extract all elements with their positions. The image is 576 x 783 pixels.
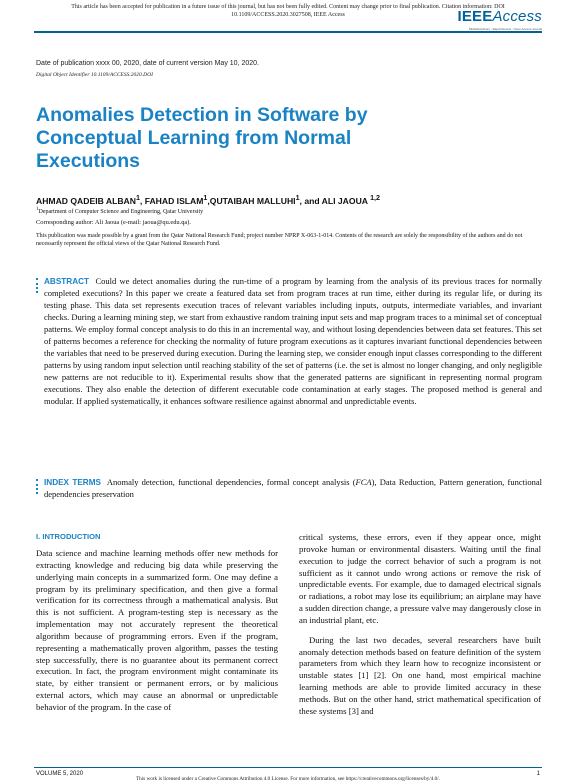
index-terms-text: Anomaly detection, functional dependencies, formal concept analysis ( xyxy=(106,477,356,487)
paragraph-gap xyxy=(299,627,541,635)
abstract-text: Could we detect anomalies during the run-time of a program by learning from the analysis of its previous traces for normally completed executions? In this paper we create a featured data set from program traces at run time, either during its regular life, or during its testing phase. This data set represents execution traces of relevant variables including inputs, outputs, intermediate variables, and invariant checks. During a learning mining step, we start from exhaustive random training input sets and map program traces to a minimal set of conceptual patterns. We employ formal concept analysis to do this in an incremental way, and without losing dependencies between data set features. This set of patterns becomes a reference for checking the normality of future program executions as it captures invariant functional dependencies between the variables that need to be preserved during execution. During the learning step, we consider enough input classes corresponding to the different patterns by using random input selection until reaching stability of the set of patterns (i.e. the set is almost no longer changing, and only negligible new patterns are not reducible to it). Experimental results show that the generated patterns are significant in representing normal program executions. They also enable the detection of different executable code contamination at early stages. The proposed method is general and modular. If applied systematically, it enhances software resilience against abnormal and unpredictable events. xyxy=(44,276,542,406)
license-text: This work is licensed under a Creative Commons Attribution 4.0 License. For more information, see xyxy=(135,776,346,782)
index-terms-text: ), Data Reduction, Pattern generation, functional dependencies preservation xyxy=(44,477,542,499)
brand-access: Access xyxy=(492,8,542,25)
author-affil-sup: 1 xyxy=(135,194,140,202)
index-terms-marker xyxy=(36,479,40,494)
author-name: ,QUTAIBAH MALLUHI xyxy=(207,195,296,206)
affiliation-text: Department of Computer Science and Engineering, Qatar University xyxy=(38,209,204,215)
brand-tagline: Multidisciplinary : Rapid Review : Open Access Journal xyxy=(468,27,542,31)
author-name: AHMAD QADEIB ALBAN xyxy=(36,195,136,206)
abstract-paragraph xyxy=(44,276,542,407)
brand-ieee: IEEE xyxy=(457,8,493,25)
doi-identifier: Digital Object Identifier 10.1109/ACCESS.2020.DOI xyxy=(36,72,153,78)
funding-note: This publication was made possible by a grant from the Qatar National Research Fund; project number NPRP X-063-1-014. Contents of the research are solely the responsibility of the authors and do not necessarily represent the official views of the Qatar National Research Fund. xyxy=(36,233,523,248)
volume-label: VOLUME 5, 2020 xyxy=(36,771,84,777)
right-column xyxy=(299,532,541,718)
index-terms-label: INDEX TERMS xyxy=(44,478,101,487)
publication-date: Date of publication xxxx 00, 2020, date of current version May 10, 2020. xyxy=(36,60,259,67)
abstract-marker xyxy=(36,278,40,293)
author-affil-sup: 1 xyxy=(203,194,208,202)
abstract-label: ABSTRACT xyxy=(44,277,90,286)
title-line: Conceptual Learning from Normal xyxy=(36,127,352,149)
abstract-section xyxy=(36,276,542,407)
acceptance-notice-line1: This article has been accepted for publication in a future issue of this journal, but has not been fully edited. Content may change prior to final publication. Citation information: DOI xyxy=(71,4,505,10)
author-list xyxy=(36,194,536,206)
affiliation-sup: 1 xyxy=(36,207,39,212)
section-heading-introduction: I. INTRODUCTION xyxy=(36,532,101,541)
page-number: 1 xyxy=(536,771,540,777)
author-affil-sup: 1 xyxy=(295,194,300,202)
license-link[interactable]: https://creativecommons.org/licenses/by/4.0/. xyxy=(345,776,441,782)
author-name: , FAHAD ISLAM xyxy=(139,195,204,206)
title-line: Anomalies Detection in Software by xyxy=(36,104,368,126)
intro-paragraph: critical systems, these errors, even if they appear once, might provoke human or environmental disasters. Waiting until the final execution to judge the correct behavior of such a program is not sufficient as it cannot undo wrong actions or remove the risk of unpredictable events. For example, due to damaged electrical signals or radiations, a robot may lose its equilibrium; an airplane may have a sudden direction change, a pressure valve may dangerously close in an industrial plant, etc. xyxy=(299,532,541,625)
intro-paragraph: During the last two decades, several researchers have built anomaly detection methods based on feature definition of the system parameters from which they learn how to recognize inconsistent or unstable states [1] [2]. On one hand, most empirical machine learning methods are able to provide limited accuracy in these methods. But on the other hand, strict mathematical specification of these systems [3] and xyxy=(299,634,541,716)
author-affil-sup: 1,2 xyxy=(370,194,381,202)
index-terms-fca: FCA xyxy=(355,477,372,487)
acceptance-notice-line2: 10.1109/ACCESS.2020.3027508, IEEE Access xyxy=(231,12,345,18)
footer-rule xyxy=(34,767,542,768)
corresponding-author: Corresponding author: Ali Jaoua (e-mail: jaoua@qu.edu.qa). xyxy=(36,219,191,226)
license-notice xyxy=(0,776,576,782)
ieee-access-logo xyxy=(457,8,542,25)
header-rule xyxy=(34,31,542,33)
index-terms-paragraph xyxy=(44,477,542,501)
title-line: Executions xyxy=(36,150,141,172)
author-name: , and ALI JAOUA xyxy=(299,195,371,206)
intro-paragraph: Data science and machine learning methods offer new methods for extracting knowledge and reducing big data while preserving the underlying main concepts in a summarized form. One may define a program by its preliminary specification, and then give a formal verification for its correctness through a mathematical analysis. But this is not sufficient. A program-testing step is necessary as the implementation may not accurately represent the theoretical algorithm because of programming errors. Even if the program, representing a mathematically proven algorithm, passes the testing step successfully, there is no guarantee about its permanent correct execution. In fact, the program environment might contaminate its state, by either transient or permanent errors, or by malicious external actors, which may cause an abnormal or unpredictable behavior of the program. In the case of xyxy=(36,548,278,712)
left-column xyxy=(36,532,278,714)
paper-title xyxy=(36,104,466,173)
index-terms-section xyxy=(36,477,542,501)
affiliation xyxy=(36,207,203,215)
